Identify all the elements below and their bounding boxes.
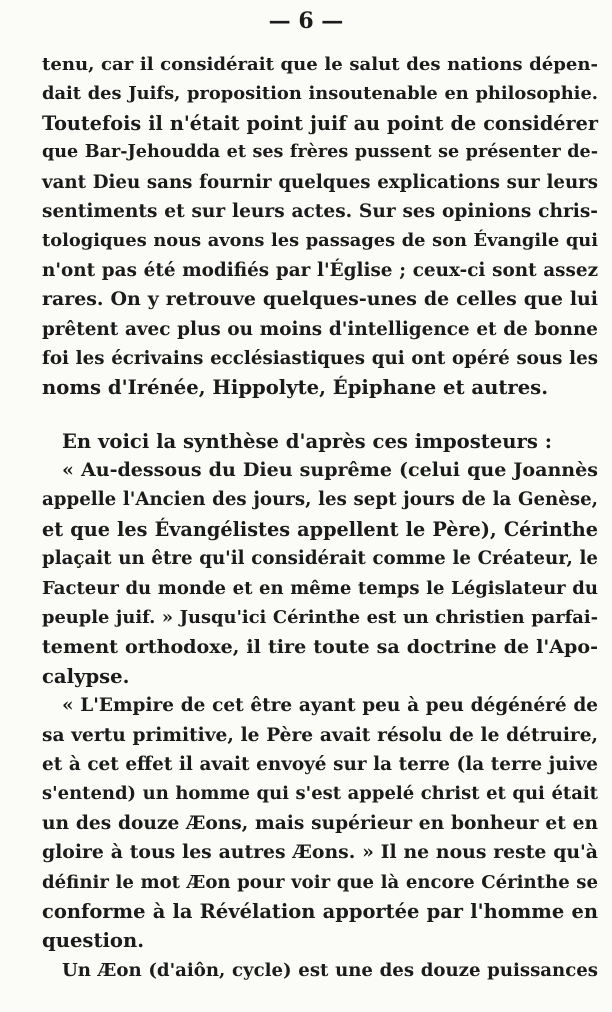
text-line: un des douze Æons, mais supérieur en bonheur et en (42, 812, 598, 834)
text-line: que Bar-Jehoudda et ses frères pussent se présenter de- (42, 142, 598, 163)
text-line: foi les écrivains ecclésiastiques qui ont opéré sous les (42, 347, 598, 369)
body-text (42, 50, 598, 985)
paragraph-1 (42, 50, 598, 403)
text-line: calypse. (42, 664, 130, 688)
text-line: appelle l'Ancien des jours, les sept jours de la Genèse, (42, 489, 598, 511)
text-line: vant Dieu sans fournir quelques explications sur leurs (42, 171, 598, 193)
paragraph-5 (42, 956, 598, 985)
text-line: conforme à la Révélation apportée par l'homme en (42, 899, 598, 923)
text-line: dait des Juifs, proposition insoutenable en philosophie. (42, 83, 598, 105)
text-line: Un Æon (d'aiôn, cycle) est une des douze puissances (62, 959, 598, 981)
text-line: peuple juif. » Jusqu'ici Cérinthe est un christien parfai- (42, 607, 598, 629)
paragraph-3-quote (42, 456, 598, 691)
text-line: sa vertu primitive, le Père avait résolu de le détruire, (42, 724, 598, 746)
paragraph-4-quote (42, 691, 598, 956)
text-line: prêtent avec plus ou moins d'intelligence et de bonne (42, 318, 598, 340)
text-line: sentiments et sur leurs actes. Sur ses opinions chris- (42, 200, 598, 222)
text-line: et à cet effet il avait envoyé sur la terre (la terre juive (42, 753, 598, 775)
paragraph-2 (42, 427, 598, 456)
text-line: Toutefois il n'était point juif au point de considérer (42, 111, 598, 135)
text-line: « L'Empire de cet être ayant peu à peu dégénéré de (62, 695, 598, 717)
text-line: rares. On y retrouve quelques-unes de celles que lui (42, 288, 598, 311)
text-line: noms d'Irénée, Hippolyte, Épiphane et autres. (42, 376, 549, 400)
text-line: question. (42, 929, 145, 953)
text-line: et que les Évangélistes appellent le Père), Cérinthe (42, 517, 598, 541)
text-line: Facteur du monde et en même temps le Législateur du (42, 577, 598, 599)
text-line: définir le mot Æon pour voir que là encore Cérinthe se (42, 871, 598, 893)
text-line: tement orthodoxe, il tire toute sa doctrine de l'Apo- (42, 635, 598, 659)
paragraph-gap (42, 403, 598, 427)
text-line: En voici la synthèse d'après ces imposteurs : (62, 429, 552, 453)
text-line: tenu, car il considérait que le salut des nations dépen- (42, 54, 598, 75)
text-line: gloire à tous les autres Æons. » Il ne nous reste qu'à (42, 841, 598, 864)
page-number: — 6 — (268, 8, 344, 34)
text-line: tologiques nous avons les passages de son Évangile qui (42, 230, 598, 252)
text-line: n'ont pas été modifiés par l'Église ; ceux-ci sont assez (42, 259, 598, 281)
text-line: « Au-dessous du Dieu suprême (celui que Joannès (62, 459, 598, 482)
text-line: plaçait un être qu'il considérait comme le Créateur, le (42, 548, 598, 570)
text-line: s'entend) un homme qui s'est appelé christ et qui était (42, 783, 598, 805)
